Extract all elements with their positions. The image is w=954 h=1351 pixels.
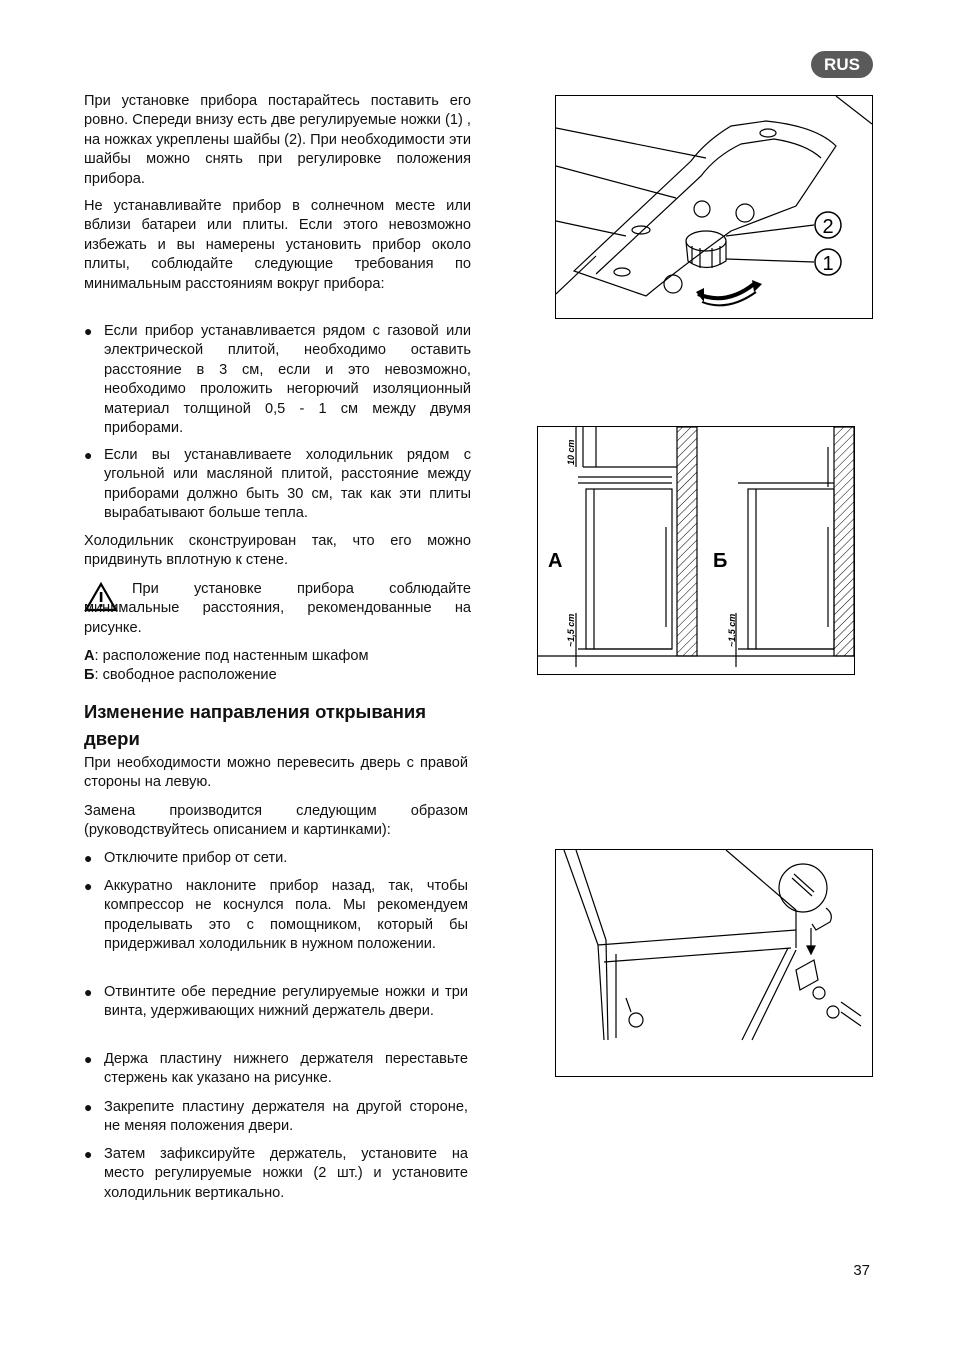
legend-a-text: : расположение под настенным шкафом	[94, 648, 369, 664]
bullet-icon: ●	[84, 984, 93, 1000]
legend-b-key: Б	[84, 667, 95, 683]
legend-a-key: А	[84, 648, 95, 664]
bullet-icon: ●	[84, 878, 93, 894]
section-heading	[84, 698, 484, 752]
section-heading-line-2: двери	[84, 728, 140, 749]
list-item-text: Отключите прибор от сети.	[104, 850, 288, 866]
dimension-top-label: 10 cm	[566, 439, 576, 465]
figure-adjustable-feet	[555, 95, 873, 319]
bullet-icon: ●	[84, 447, 93, 463]
panel-label-b: Б	[713, 550, 728, 572]
warning-text: При установке прибора соблюдайте минимальные расстояния, рекомендованные на рисунке.	[84, 581, 471, 636]
list-item-text: Аккуратно наклоните прибор назад, так, чтобы компрессор не коснулся пола. Мы рекомендуем проделывать это с помощником, который бы придерживал холодильник в нужном положении.	[104, 878, 468, 953]
dimension-bottom-b-label: ~1,5 cm	[727, 613, 737, 647]
bullet-icon: ●	[84, 1099, 93, 1115]
intro-paragraph-2: Не устанавливайте прибор в солнечном месте или вблизи батареи или плиты. Если этого невозможно избежать и вы намерены установить прибор около плиты, соблюдайте следующие требования по минимальным расстояниям вокруг прибора:	[84, 198, 471, 292]
list-item-text: Если прибор устанавливается рядом с газовой или электрической плитой, необходимо оставить расстояние в 3 см, если и это невозможно, необходимо проложить негорючий изоляционный материал толщиной 0,5 - 1 см между двумя приборами.	[104, 323, 471, 437]
callout-label-2: 2	[822, 216, 834, 238]
legend-b	[84, 666, 471, 685]
list-item-text: Отвинтите обе передние регулируемые ножки и три винта, удерживающих нижний держатель двери.	[104, 984, 468, 1020]
bullet-icon: ●	[84, 850, 93, 866]
intro-paragraph-1: При установке прибора постарайтесь поставить его ровно. Спереди внизу есть две регулируемые ножки (1) , на ножках укреплены шайбы (2). При необходимости эти шайбы можно снять при регулировке положения прибора.	[84, 93, 471, 187]
list-item-text: Закрепите пластину держателя на другой стороне, не меняя положения двери.	[104, 1099, 468, 1135]
intro-paragraph-3: Холодильник сконструирован так, что его можно придвинуть вплотную к стене.	[84, 533, 471, 569]
callout-label-1: 1	[822, 253, 834, 275]
dimension-bottom-a-label: ~1,5 cm	[566, 613, 576, 647]
figure-door-hinge	[555, 849, 873, 1077]
legend-b-text: : свободное расположение	[94, 667, 277, 683]
bullet-icon: ●	[84, 1146, 93, 1162]
door-paragraph-2: Замена производится следующим образом (руководствуйтесь описанием и картинками):	[84, 803, 468, 839]
list-item-text: Если вы устанавливаете холодильник рядом с угольной или масляной плитой, расстояние между приборами должно быть 30 см, так как эти плиты вырабатывают больше тепла.	[104, 447, 471, 522]
list-item-text: Затем зафиксируйте держатель, установите на место регулируемые ножки (2 шт.) и установите холодильник вертикально.	[104, 1146, 468, 1201]
list-item-text: Держа пластину нижнего держателя переставьте стержень как указано на рисунке.	[104, 1051, 468, 1087]
legend-a	[84, 647, 471, 666]
figure-clearances	[537, 426, 855, 675]
clearances-illustration	[538, 427, 854, 674]
warning-note	[84, 580, 471, 640]
door-paragraph-1: При необходимости можно перевесить дверь с правой стороны на левую.	[84, 755, 468, 791]
adjustable-feet-illustration	[556, 96, 872, 318]
door-hinge-illustration	[556, 850, 872, 1076]
page-number: 37	[853, 1262, 870, 1279]
bullet-icon: ●	[84, 1051, 93, 1067]
section-heading-line-1: Изменение направления открывания	[84, 701, 427, 722]
panel-label-a: А	[548, 550, 563, 572]
language-badge: RUS	[811, 51, 873, 78]
bullet-icon: ●	[84, 323, 93, 339]
